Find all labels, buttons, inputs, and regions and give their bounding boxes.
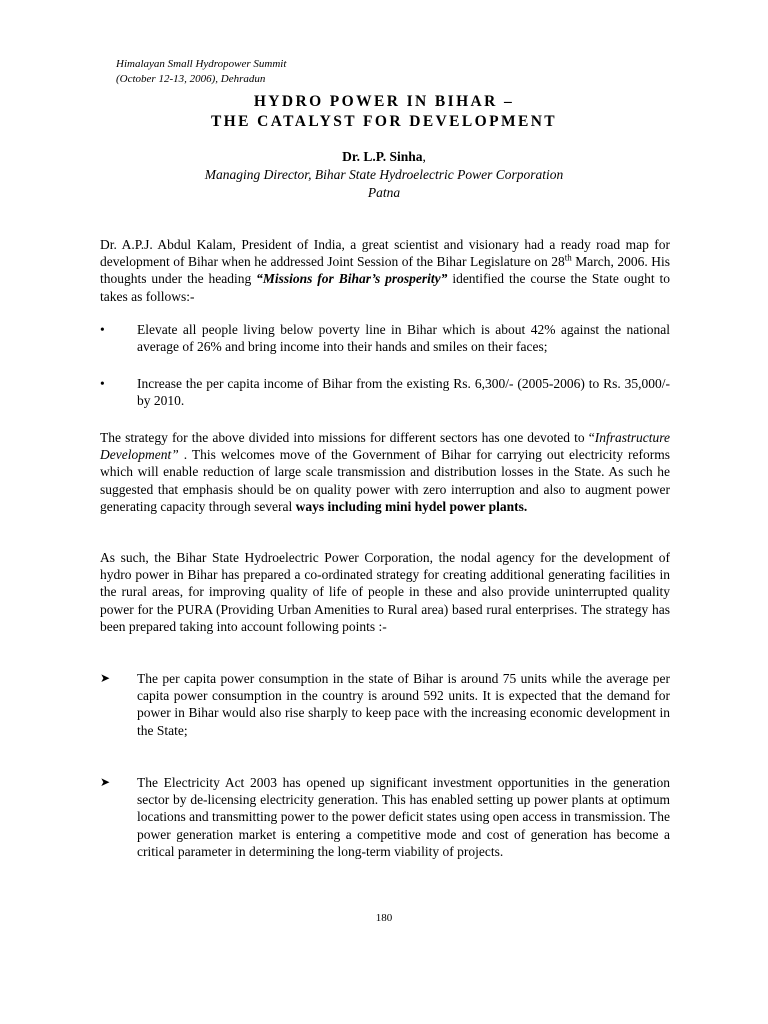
intro-text-c: identified the course the State ought to takes as follows:- <box>100 271 670 304</box>
strategy-text-b: . This welcomes move of the Government of Bihar for carrying out electricity reforms which will enable reduction of large scale transmission and distribution losses in the State. As such he suggested that emphasis should be on quality power with zero interruption and also to augment power generating capacity through several <box>100 447 670 514</box>
bullet-item: Elevate all people living below poverty line in Bihar which is about 42% against the national average of 26% and bring income into their hands and smiles on their faces; <box>137 322 670 355</box>
intro-text-a: Dr. A.P.J. Abdul Kalam, President of India, a great scientist and visionary had a ready road map for development of Bihar when he addressed Joint Session of the Bihar Legislature on 28 <box>100 237 670 270</box>
bullet-item: Increase the per capita income of Bihar from the existing Rs. 6,300/- (2005-2006) to Rs. 35,000/- by 2010. <box>137 376 670 409</box>
point-item: The per capita power consumption in the state of Bihar is around 75 units while the average per capita power consumption in the country is around 592 units. It is expected that the demand for power in Bihar would also rise sharply to keep pace with the increasing economic development in the State; <box>137 671 670 738</box>
conference-dates: (October 12-13, 2006), Dehradun <box>116 73 266 85</box>
arrow-bullet-icon: ➤ <box>100 775 111 789</box>
missions-heading: “Missions for Bihar’s prosperity” <box>256 271 448 287</box>
strategy-text-a: The strategy for the above divided into missions for different sectors has one devoted to “ <box>100 430 595 445</box>
point-item: The Electricity Act 2003 has opened up significant investment opportunities in the generation sector by de-licensing electricity generation. This has enabled setting up power plants at optimum locations and transmitting power to the power deficit states using open access in transmission. The power generation market is entering a competitive mode and cost of generation has become a critical parameter in determining the long-term viability of projects. <box>137 775 670 859</box>
conference-name: Himalayan Small Hydropower Summit <box>116 58 287 70</box>
author-name <box>0 148 768 166</box>
title-line-1: HYDRO POWER IN BIHAR – <box>253 93 515 110</box>
infrastructure-heading: Infrastructure Development” <box>100 430 670 463</box>
bullet-marker: • <box>100 376 105 391</box>
strategy-paragraph <box>100 429 670 515</box>
arrow-bullet-icon: ➤ <box>100 671 111 685</box>
title-line-2: THE CATALYST FOR DEVELOPMENT <box>210 113 558 130</box>
author-location: Patna <box>367 185 401 200</box>
bullet-marker: • <box>100 322 105 337</box>
corporation-text: As such, the Bihar State Hydroelectric Power Corporation, the nodal agency for the development of hydro power in Bihar has prepared a co-ordinated strategy for creating additional generating facilities in the rural areas, for improving quality of life of people in these and also provide uninterrupted quality power for the PURA (Providing Urban Amenities to Rural area) based rural enterprises. The strategy has been prepared taking into account following points :- <box>100 550 670 634</box>
date-superscript: th <box>564 252 572 263</box>
intro-text-b: March, 2006. His thoughts under the heading <box>100 254 670 287</box>
strategy-bold-text: ways including mini hydel power plants. <box>295 498 528 514</box>
intro-paragraph <box>100 236 670 305</box>
author-designation: Managing Director, Bihar State Hydroelectric Power Corporation <box>204 167 564 182</box>
author-name-suffix: , <box>422 149 426 164</box>
page-number: 180 <box>375 912 393 924</box>
corporation-paragraph <box>100 549 670 635</box>
author-name-text: Dr. L.P. Sinha <box>342 149 423 164</box>
